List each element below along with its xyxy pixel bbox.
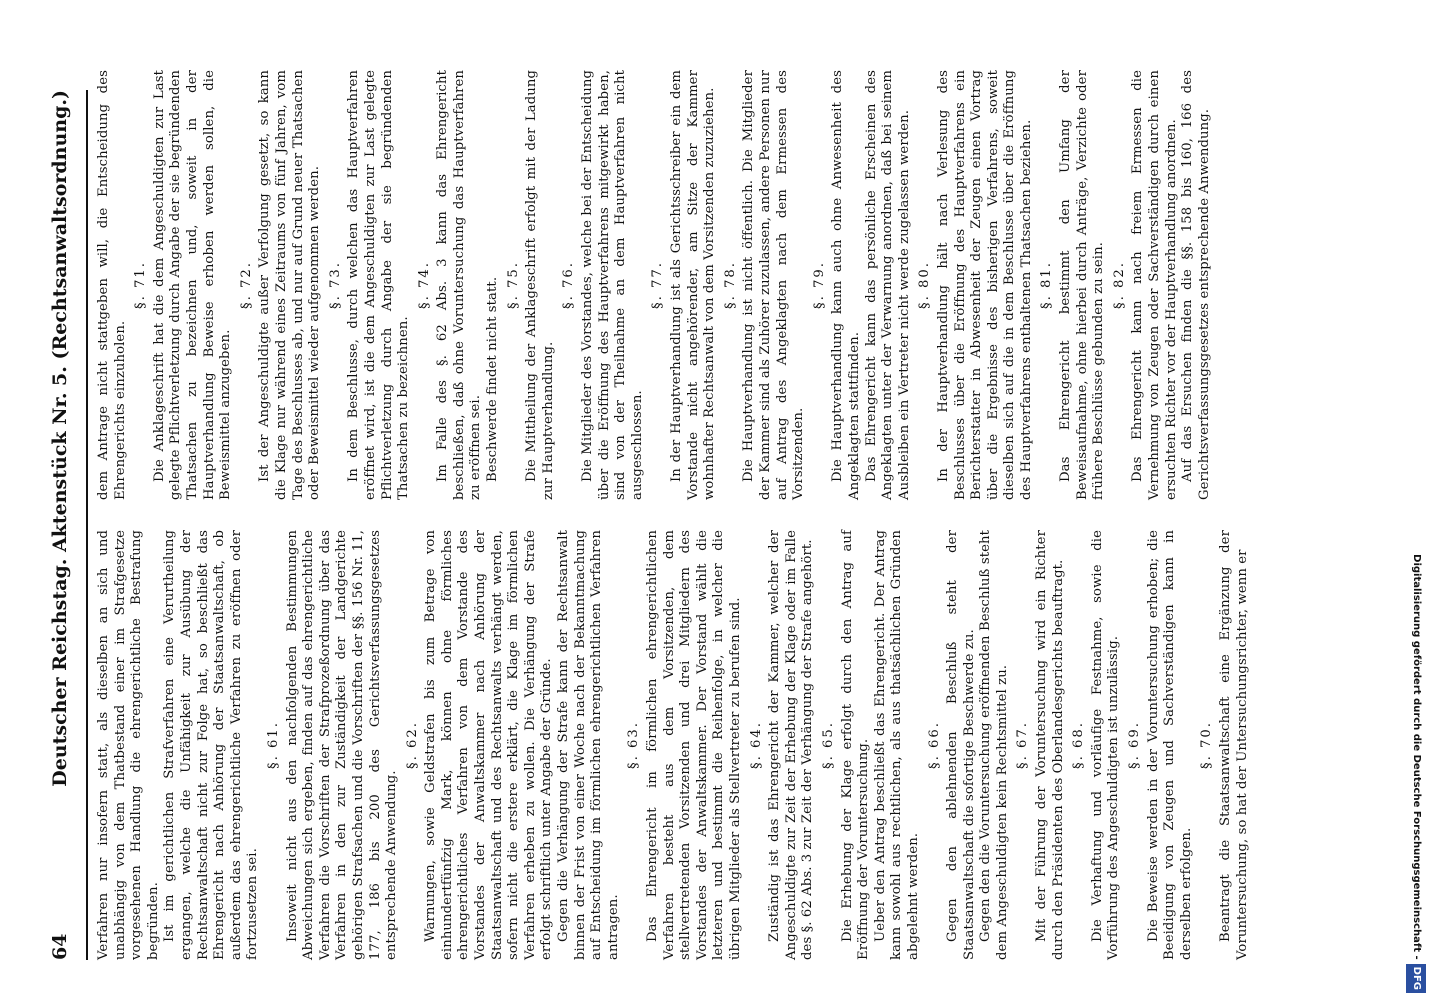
paragraph: Auf das Ersuchen finden die §§. 158 bis 160, 166 des Gerichtsverfassungsgesetzes entsprechende Anwendung. bbox=[1180, 70, 1212, 500]
paragraph: Das Ehrengericht kann nach freiem Ermessen die Vernehmung von Zeugen oder Sachverständigen durch einen ersuchten Richter vor der Hauptverhandlung anordnen. bbox=[1130, 70, 1179, 500]
paragraph: Die Mitglieder des Vorstandes, welche bei der Entscheidung über die Eröffnung des Hauptverfahrens mitgewirkt haben, sind von der Theilnahme an dem Hauptverfahren nicht ausgeschlossen. bbox=[580, 70, 645, 500]
paragraph: Insoweit nicht aus den nachfolgenden Bestimmungen Abweichungen sich ergeben, finden auf das ehrengerichtliche Verfahren die Vorschriften der Strafprozeßordnung über das Verfahren in den zur Zuständigkeit der Landgerichte gehörigen Strafsachen und die Vorschriften der §§. 156 Nr. 11, 177, 186 bis 200 des Gerichtsverfassungsgesetzes entsprechende Anwendung. bbox=[284, 530, 400, 960]
credit-text: Digitalisierung gefördert durch die Deutsche Forschungsgemeinschaft - bbox=[1411, 554, 1422, 960]
section-heading: §. 65. bbox=[820, 721, 836, 769]
page-number: 64 bbox=[49, 933, 71, 960]
page-header bbox=[40, 90, 80, 960]
paragraph: dem Antrage nicht stattgeben will, die Entscheidung des Ehrengerichts einzuholen. bbox=[96, 70, 128, 500]
paragraph: Warnungen, sowie Geldstrafen bis zum Betrage von einhundertfünfzig Mark, können ohne förmliches ehrengerichtliches Verfahren von dem Vorstande des Vorstandes der Anwaltskammer nach Anhörung der Staatsanwaltschaft und des Rechtsanwalts verhängt werden, sofern nicht die erstere erklärt, die Klage im förmlichen Verfahren erheben zu wollen. Die Verhängung der Strafe erfolgt schriftlich unter Angabe der Gründe. bbox=[423, 530, 555, 960]
paragraph: Das Ehrengericht kann das persönliche Erscheinen des Angeklagten unter der Verwarnung anordnen, daß bei seinem Ausbleiben ein Vertreter nicht werde zugelassen werden. bbox=[863, 70, 912, 500]
paragraph: Die Verhaftung und vorläufige Festnahme, sowie die Vorführung des Angeschuldigten ist unzulässig. bbox=[1089, 530, 1122, 960]
paragraph: Die Mittheilung der Anklageschrift erfolgt mit der Ladung zur Hauptverhandlung. bbox=[524, 70, 556, 500]
section-heading: §. 81. bbox=[1039, 261, 1055, 309]
paragraph: Gegen den ablehnenden Beschluß steht der Staatsanwaltschaft die sofortige Beschwerde zu. bbox=[945, 530, 977, 960]
section-heading: §. 72. bbox=[238, 261, 254, 309]
dfg-logo: DFG bbox=[1406, 964, 1426, 993]
left-column bbox=[96, 530, 1251, 960]
section-heading: §. 78. bbox=[722, 261, 738, 309]
paragraph: Im Falle des §. 62 Abs. 3 kann das Ehrengericht beschließen, daß ohne Voruntersuchung das Hauptverfahren zu eröffnen sei. bbox=[435, 70, 484, 500]
section-heading: §. 80. bbox=[917, 261, 933, 309]
section-heading: §. 76. bbox=[561, 261, 577, 309]
section-heading: §. 67. bbox=[1015, 721, 1031, 769]
paragraph: Die Beweise werden in der Voruntersuchung erhoben; die Beeidigung von Zeugen und Sachverständigen kann in derselben erfolgen. bbox=[1145, 530, 1194, 960]
section-heading: §. 79. bbox=[811, 261, 827, 309]
paragraph: Zuständig ist das Ehrengericht der Kammer, welcher der Angeschuldigte zur Zeit der Erhebung der Klage oder im Falle des §. 62 Abs. 3 zur Zeit der Verhängung der Strafe angehört. bbox=[767, 530, 816, 960]
section-heading: §. 69. bbox=[1127, 721, 1143, 769]
paragraph: Das Ehrengericht bestimmt den Umfang der Beweisaufnahme, ohne hierbei durch Anträge, Verzichte oder frühere Beschlüsse gebunden zu sein. bbox=[1058, 70, 1107, 500]
paragraph: Beantragt die Staatsanwaltschaft eine Ergänzung der Voruntersuchung, so hat der Untersuchungsrichter, wenn er bbox=[1218, 530, 1250, 960]
header-rule bbox=[86, 90, 88, 960]
section-heading: §. 77. bbox=[650, 261, 666, 309]
paragraph: Gegen den die Voruntersuchung eröffnenden Beschluß steht dem Angeschuldigten kein Rechtsmittel zu. bbox=[978, 530, 1010, 960]
paragraph: Verfahren nur insofern statt, als dieselben an sich und unabhängig von dem Thatbestand einer im Strafgesetze vorgesehenen Handlung die ehrengerichtliche Bestrafung begründen. bbox=[96, 530, 161, 960]
paragraph: Beschwerde findet nicht statt. bbox=[485, 276, 501, 482]
paragraph: Mit der Führung der Voruntersuchung wird ein Richter durch den Präsidenten des Oberlandesgerichts beauftragt. bbox=[1034, 530, 1066, 960]
section-heading: §. 74. bbox=[416, 261, 432, 309]
paragraph: Ist im gerichtlichen Strafverfahren eine Verurtheilung ergangen, welche die Unfähigkeit zur Ausübung der Rechtsanwaltschaft nicht zur Folge hat, so beschließt das Ehrengericht nach Anhörung der Staatsanwaltschaft, ob außerdem das ehrengerichtliche Verfahren zu eröffnen oder fortzusetzen sei. bbox=[162, 530, 261, 960]
section-heading: §. 70. bbox=[1199, 721, 1215, 769]
paragraph: Die Erhebung der Klage erfolgt durch den Antrag auf Eröffnung der Voruntersuchung. bbox=[839, 530, 872, 960]
paragraph: In dem Beschlusse, durch welchen das Hauptverfahren eröffnet wird, ist die dem Angeschuldigten zur Last gelegte Pflichtverletzung durch Angabe der sie begründenden Thatsachen zu bezeichnen. bbox=[346, 70, 412, 500]
section-heading: §. 82. bbox=[1111, 261, 1127, 309]
section-heading: §. 64. bbox=[748, 721, 764, 769]
digitization-credit bbox=[1406, 8, 1426, 993]
paragraph: Die Anklageschrift hat die dem Angeschuldigten zur Last gelegte Pflichtverletzung durch Angabe der sie begründenden Thatsachen zu bezeichnen und, soweit in der Hauptverhandlung Beweise erhoben werden sollen, die Beweismittel anzugeben. bbox=[151, 70, 234, 500]
right-column bbox=[96, 70, 1213, 500]
section-heading: §. 73. bbox=[327, 261, 343, 309]
paragraph: In der Hauptverhandlung hält nach Verlesung des Beschlusses über die Eröffnung des Hauptverfahrens ein Berichterstatter in Abwesenheit der Zeugen einen Vortrag über die Ergebnisse des bisherigen Verfahrens, soweit dieselben sich auf die in dem Beschlusse über die Eröffnung des Hauptverfahrens enthaltenen Thatsachen beziehen. bbox=[935, 70, 1034, 500]
page-title: Deutscher Reichstag. Aktenstück Nr. 5. (Rechtsanwaltsordnung.) bbox=[49, 90, 71, 787]
paragraph: Die Hauptverhandlung ist nicht öffentlich. Die Mitglieder der Kammer sind als Zuhörer zuzulassen, andere Personen nur auf Antrag des Angeklagten nach dem Ermessen des Vorsitzenden. bbox=[741, 70, 807, 500]
paragraph: Das Ehrengericht im förmlichen ehrengerichtlichen Verfahren besteht aus dem Vorsitzenden, dem stellvertretenden Vorsitzenden und drei Mitgliedern des Vorstandes der Anwaltskammer. Der Vorstand wählt die letzteren und bestimmt die Reihenfolge, in welcher die übrigen Mitglieder als Stellvertreter zu berufen sind. bbox=[645, 530, 743, 960]
section-heading: §. 63. bbox=[626, 721, 642, 769]
paragraph: Ueber den Antrag beschließt das Ehrengericht. Der Antrag kann sowohl aus rechtlichen, als aus thatsächlichen Gründen abgelehnt werden. bbox=[872, 530, 921, 960]
section-heading: §. 75. bbox=[505, 261, 521, 309]
paragraph: Gegen die Verhängung der Strafe kann der Rechtsanwalt binnen der Frist von einer Woche nach der Bekanntmachung auf Entscheidung im förmlichen ehrengerichtlichen Verfahren antragen. bbox=[556, 530, 621, 960]
paragraph: In der Hauptverhandlung ist als Gerichtsschreiber ein dem Vorstande nicht angehörender, am Sitze der Kammer wohnhafter Rechtsanwalt von dem Vorsitzenden zuzuziehen. bbox=[669, 70, 718, 500]
paragraph: Die Hauptverhandlung kann auch ohne Anwesenheit des Angeklagten stattfinden. bbox=[830, 70, 862, 500]
section-heading: §. 68. bbox=[1071, 721, 1087, 769]
section-heading: §. 62. bbox=[404, 721, 420, 769]
paragraph: Ist der Angeschuldigte außer Verfolgung gesetzt, so kann die Klage nur während eines Zeitraums von fünf Jahren, vom Tage des Beschlusses ab, und nur auf Grund neuer Thatsachen oder Beweismittel wieder aufgenommen werden. bbox=[257, 70, 323, 500]
section-heading: §. 71. bbox=[133, 261, 149, 309]
section-heading: §. 66. bbox=[926, 721, 942, 769]
section-heading: §. 61. bbox=[265, 721, 281, 769]
